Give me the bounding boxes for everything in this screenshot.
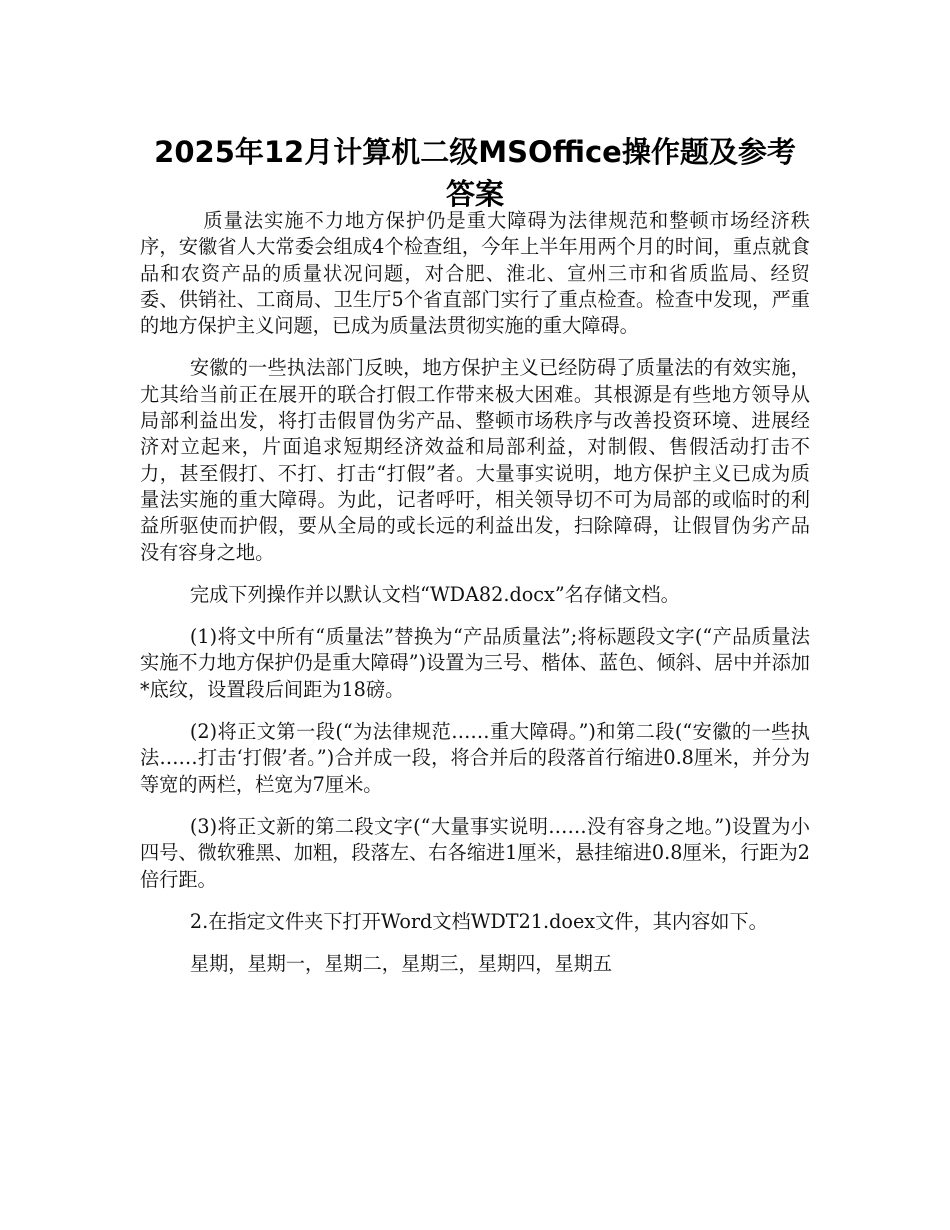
paragraph-5: (2)将正文第一段(“为法律规范……重大障碍。”)和第二段(“安徽的一些执法……打击‘打假’者。”)合并成一段，将合并后的段落首行缩进0.8厘米，并分为等宽的两栏，栏宽为7厘米。	[140, 720, 810, 796]
document-body	[140, 208, 810, 993]
paragraph-2: 安徽的一些执法部门反映，地方保护主义已经防碍了质量法的有效实施，尤其给当前正在展开的联合打假工作带来极大困难。其根源是有些地方领导从局部利益出发，将打击假冒伪劣产品、整顿市场秩序与改善投资环境、进展经济对立起来，片面追求短期经济效益和局部利益，对制假、售假活动打击不力，甚至假打、不打、打击“打假”者。大量事实说明，地方保护主义已成为质量法实施的重大障碍。为此，记者呼吁，相关领导切不可为局部的或临时的利益所驱使而护假，要从全局的或长远的利益出发，扫除障碍，让假冒伪劣产品没有容身之地。	[140, 356, 810, 564]
paragraph-7: 2.在指定文件夹下打开Word文档WDT21.doex文件，其内容如下。	[189, 909, 768, 933]
paragraph-3: 完成下列操作并以默认文档“WDA82.docx”名存储文档。	[189, 582, 680, 606]
paragraph-4: (1)将文中所有“质量法”替换为“产品质量法”;将标题段文字(“产品质量法实施不力地方保护仍是重大障碍”)设置为三号、楷体、蓝色、倾斜、居中并添加*底纹，设置段后间距为18磅。	[140, 625, 810, 701]
paragraph-6: (3)将正文新的第二段文字(“大量事实说明……没有容身之地。”)设置为小四号、微软雅黑、加粗，段落左、右各缩进1厘米，悬挂缩进0.8厘米，行距为2倍行距。	[140, 814, 810, 891]
paragraph-8: 星期，星期一，星期二，星期三，星期四，星期五	[189, 952, 613, 976]
document-title: 2025年12月计算机二级MSOffice操作题及参考答案	[154, 135, 796, 212]
paragraph-1: 质量法实施不力地方保护仍是重大障碍为法律规范和整顿市场经济秩序，安徽省人大常委会组成4个检查组，今年上半年用两个月的时间，重点就食品和农资产品的质量状况问题，对合肥、淮北、宣州三市和省质监局、经贸委、供销社、工商局、卫生厅5个省直部门实行了重点检查。检查中发现，严重的地方保护主义问题，已成为质量法贯彻实施的重大障碍。	[140, 209, 810, 338]
